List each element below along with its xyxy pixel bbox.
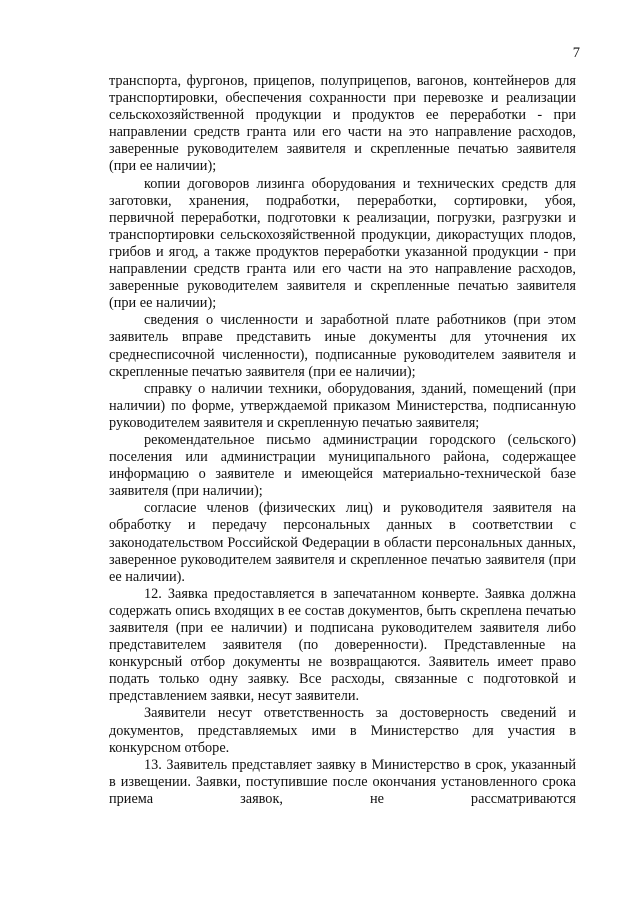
- paragraph-employee-info: сведения о численности и заработной плате работников (при этом заявитель вправе представить иные документы для уточнения их среднесписочной численности), подписанные руководителем заявителя и скрепленные печатью заявителя (при ее наличии);: [109, 312, 576, 380]
- paragraph-clause-12: 12. Заявка предоставляется в запечатанном конверте. Заявка должна содержать опись входящих в ее состав документов, быть скреплена печатью заявителя (при ее наличии) и подписана руководителем заявителя либо представителем заявителя (по доверенности). Представленные на конкурсный отбор документы не возвращаются. Заявитель имеет право подать только одну заявку. Все расходы, связанные с подготовкой и представлением заявки, несут заявители.: [109, 585, 576, 705]
- paragraph-leasing-contracts: копии договоров лизинга оборудования и технических средств для заготовки, хранения, подработки, переработки, сортировки, убоя, первичной переработки, подготовки к реализации, погрузки, разгрузки и транспортировки сельскохозяйственной продукции, дикорастущих плодов, грибов и ягод, а также продуктов переработки указанной продукции - при направлении средств гранта или его части на это направление расходов, заверенные руководителем заявителя и скрепленные печатью заявителя (при ее наличии);: [109, 175, 576, 312]
- paragraph-continued-transport: транспорта, фургонов, прицепов, полуприцепов, вагонов, контейнеров для транспортировки, обеспечения сохранности при перевозке и реализации сельскохозяйственной продукции и продуктов ее переработки - при направлении средств гранта или его части на это направление расходов, заверенные руководителем заявителя и скрепленные печатью заявителя (при ее наличии);: [109, 73, 576, 175]
- paragraph-equipment-certificate: справку о наличии техники, оборудования, зданий, помещений (при наличии) по форме, утверждаемой приказом Министерства, подписанную руководителем заявителя и скрепленную печатью заявителя;: [109, 380, 576, 431]
- paragraph-recommendation-letter: рекомендательное письмо администрации городского (сельского) поселения или администрации муниципального района, содержащее информацию о заявителе и имеющейся материально-технической базе заявителя (при наличии);: [109, 431, 576, 500]
- page-number: 7: [572, 45, 580, 61]
- document-body: [109, 73, 576, 808]
- paragraph-responsibility: Заявители несут ответственность за достоверность сведений и документов, представляемых ими в Министерство для участия в конкурсном отборе.: [109, 705, 576, 756]
- paragraph-clause-13: 13. Заявитель представляет заявку в Министерство в срок, указанный в извещении. Заявки, поступившие после окончания установленного срока приема заявок, не рассматриваются: [109, 756, 576, 807]
- paragraph-personal-data-consent: согласие членов (физических лиц) и руководителя заявителя на обработку и передачу персональных данных в соответствии с законодательством Российской Федерации в области персональных данных, заверенное руководителем заявителя и скрепленное печатью заявителя (при ее наличии).: [109, 500, 576, 585]
